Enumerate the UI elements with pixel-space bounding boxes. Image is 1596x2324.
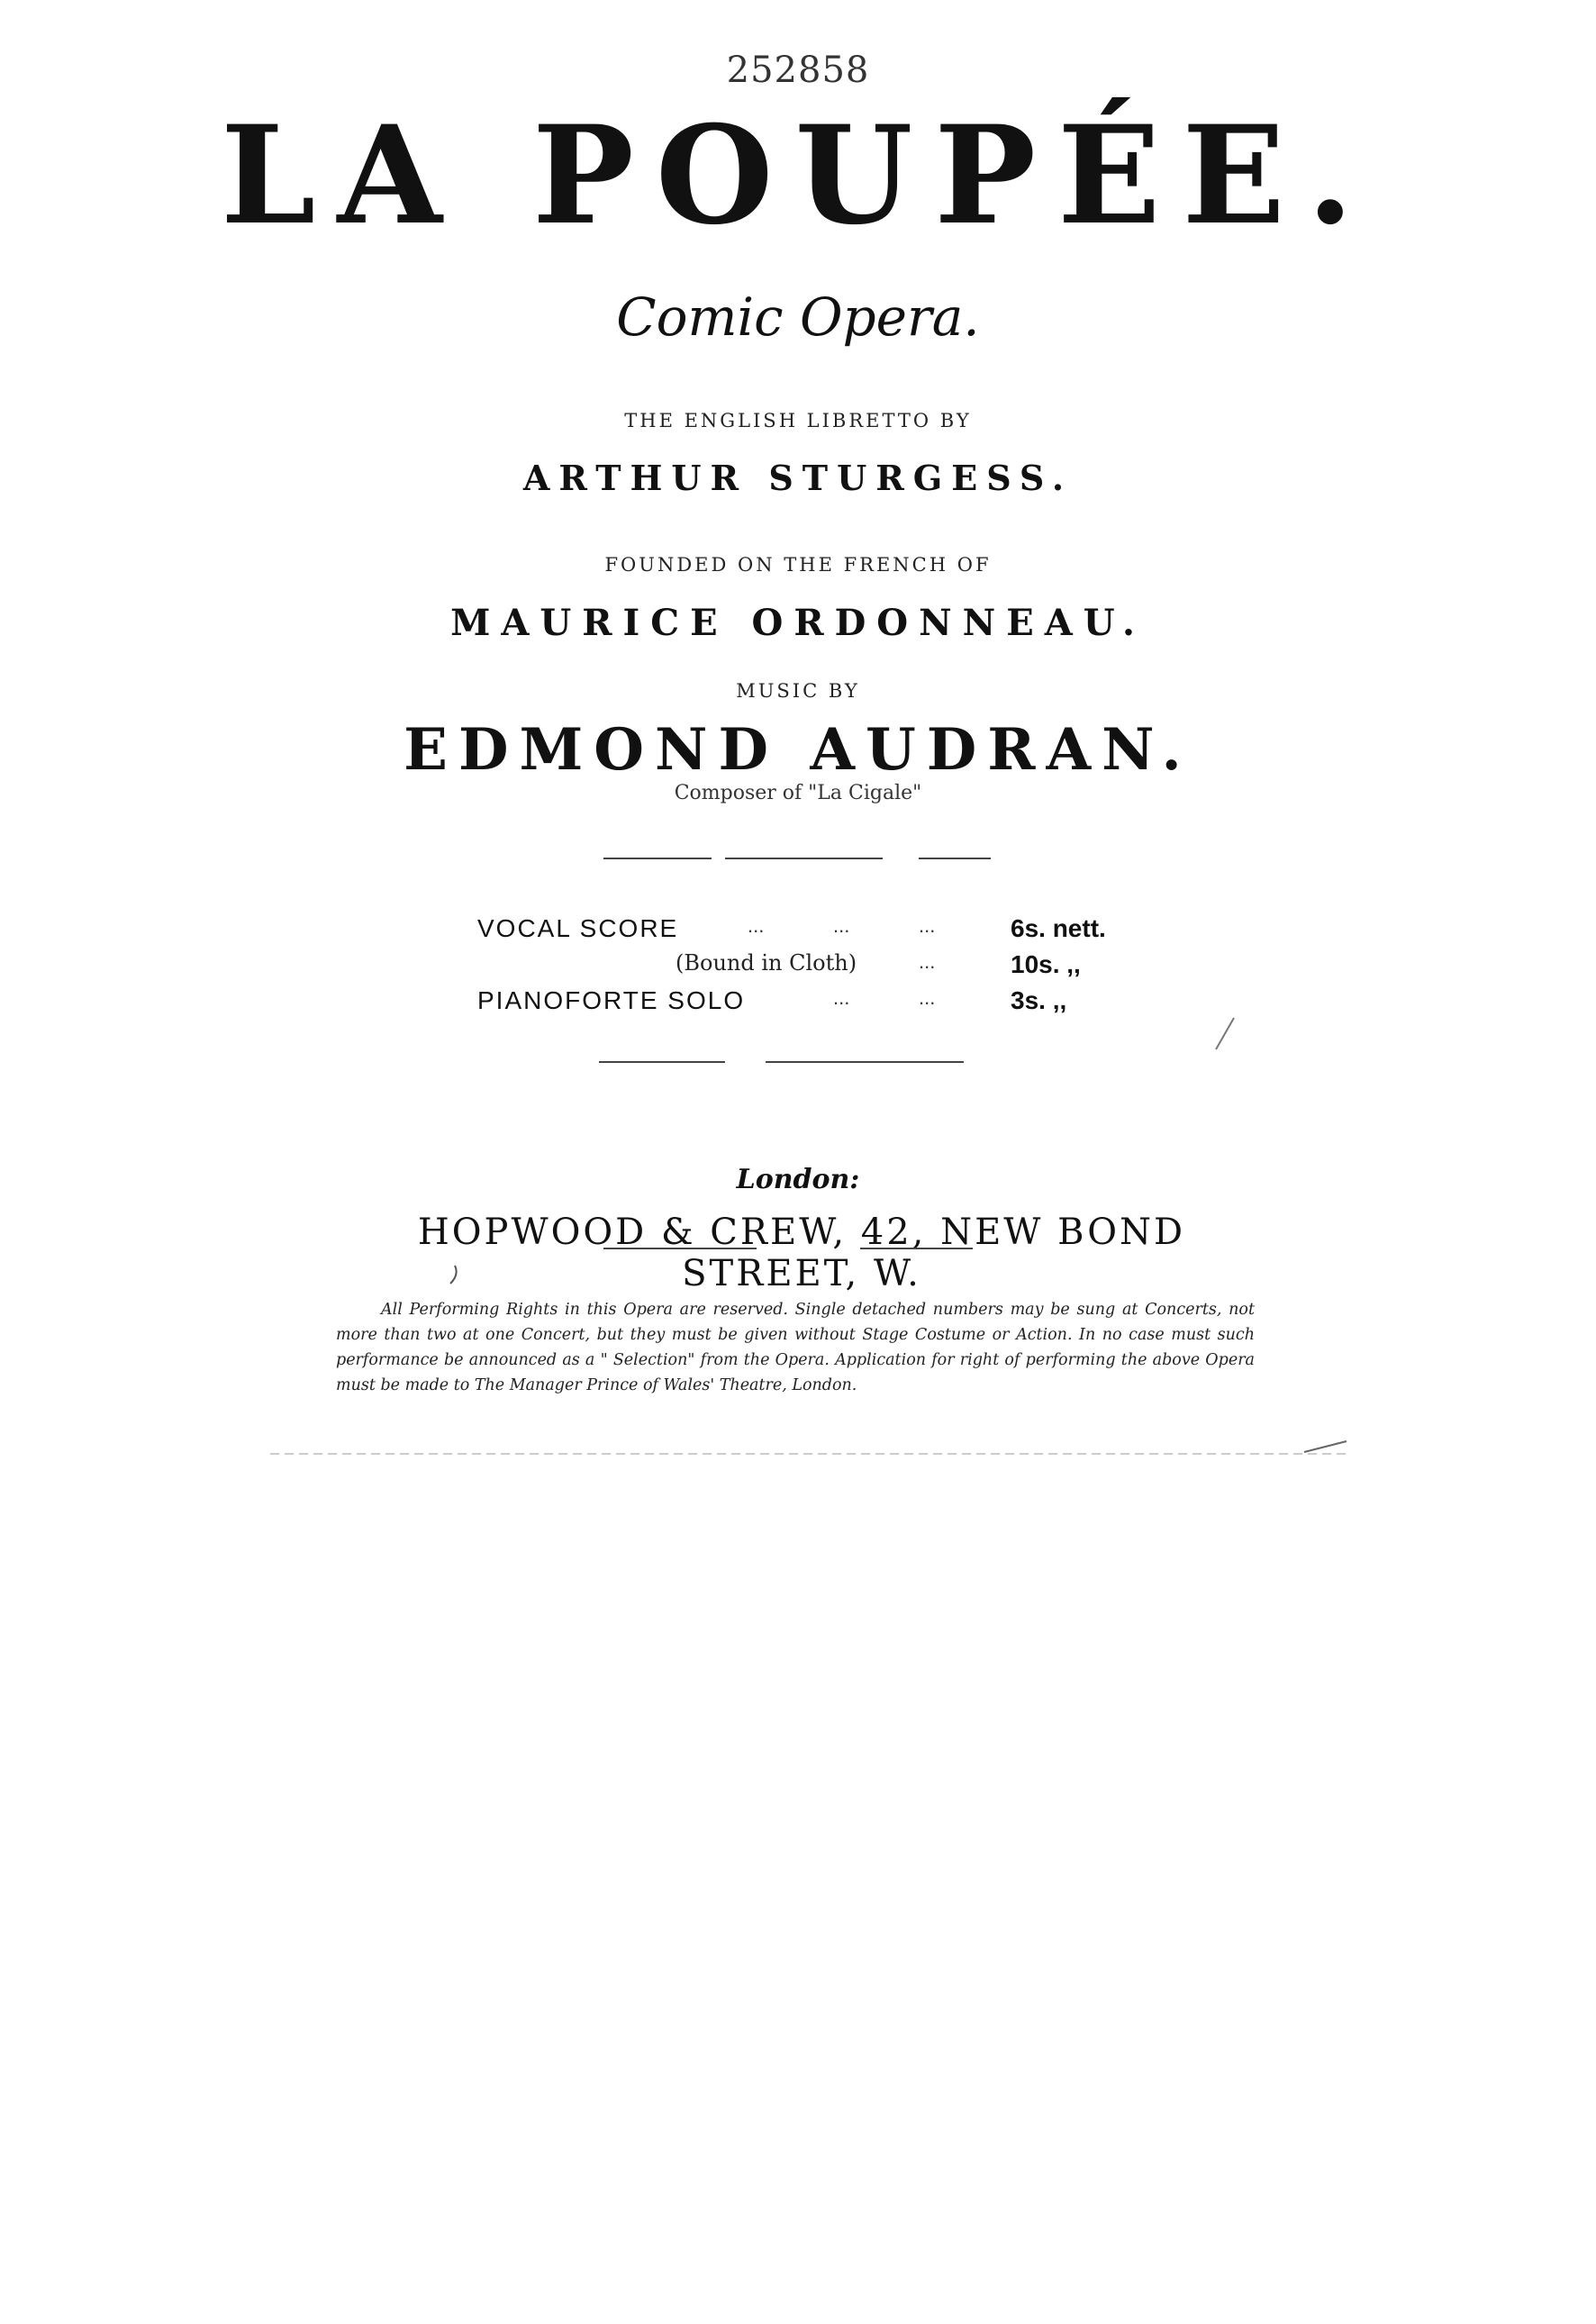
publisher-name: HOPWOOD & CREW, 42, NEW BOND STREET, W. [417, 1212, 1186, 1294]
french-author-name: MAURICE ORDONNEAU. [450, 602, 1146, 644]
divider-rule [766, 1061, 964, 1063]
librettist-name: ARTHUR STURGESS. [522, 458, 1074, 498]
composer-name: EDMOND AUDRAN. [404, 716, 1192, 784]
divider-rule [725, 858, 883, 859]
leader-dots: ... [833, 914, 850, 937]
leader-dots: ... [919, 986, 936, 1009]
leader-dots: ... [919, 914, 936, 937]
divider-rule [860, 1248, 973, 1249]
composer-note: Composer of "La Cigale" [674, 782, 922, 804]
leader-dots: ... [748, 914, 765, 937]
price-value: 3s. ,, [1011, 986, 1067, 1014]
publisher-city: London: [736, 1164, 860, 1195]
catalog-number: 252858 [726, 50, 870, 91]
performing-rights-notice [336, 1297, 1255, 1398]
opera-title: LA POUPÉE. [220, 96, 1376, 255]
price-row [477, 914, 1162, 947]
opera-subtitle: Comic Opera. [616, 286, 980, 348]
price-value: 6s. nett. [1011, 914, 1106, 942]
founded-intro: FOUNDED ON THE FRENCH OF [604, 554, 992, 576]
leader-dots: ... [919, 950, 936, 973]
divider-rule [919, 858, 991, 859]
price-label: VOCAL SCORE [477, 914, 679, 942]
divider-rule [603, 858, 712, 859]
divider-rule [599, 1061, 725, 1063]
leader-dots: ... [833, 986, 850, 1009]
price-row [477, 986, 1162, 1019]
price-label: PIANOFORTE SOLO [477, 986, 746, 1014]
music-intro: MUSIC BY [736, 680, 860, 702]
price-row [477, 950, 1162, 983]
libretto-intro: THE ENGLISH LIBRETTO BY [624, 410, 972, 431]
notice-text: All Performing Rights in this Opera are reserved. Single detached numbers may be sung at Concerts, not more than two at one Concert, but they must be given without Stage Costume or Action. In no case must such performance be announced as a " Selection" from the Opera. Application for right of performing the above Opera must be made to The Manager Prince of Wales' Theatre, London. [336, 1301, 1255, 1394]
price-value: 10s. ,, [1011, 950, 1081, 978]
price-sub-label: (Bound in Cloth) [676, 950, 857, 976]
divider-rule [603, 1248, 757, 1249]
